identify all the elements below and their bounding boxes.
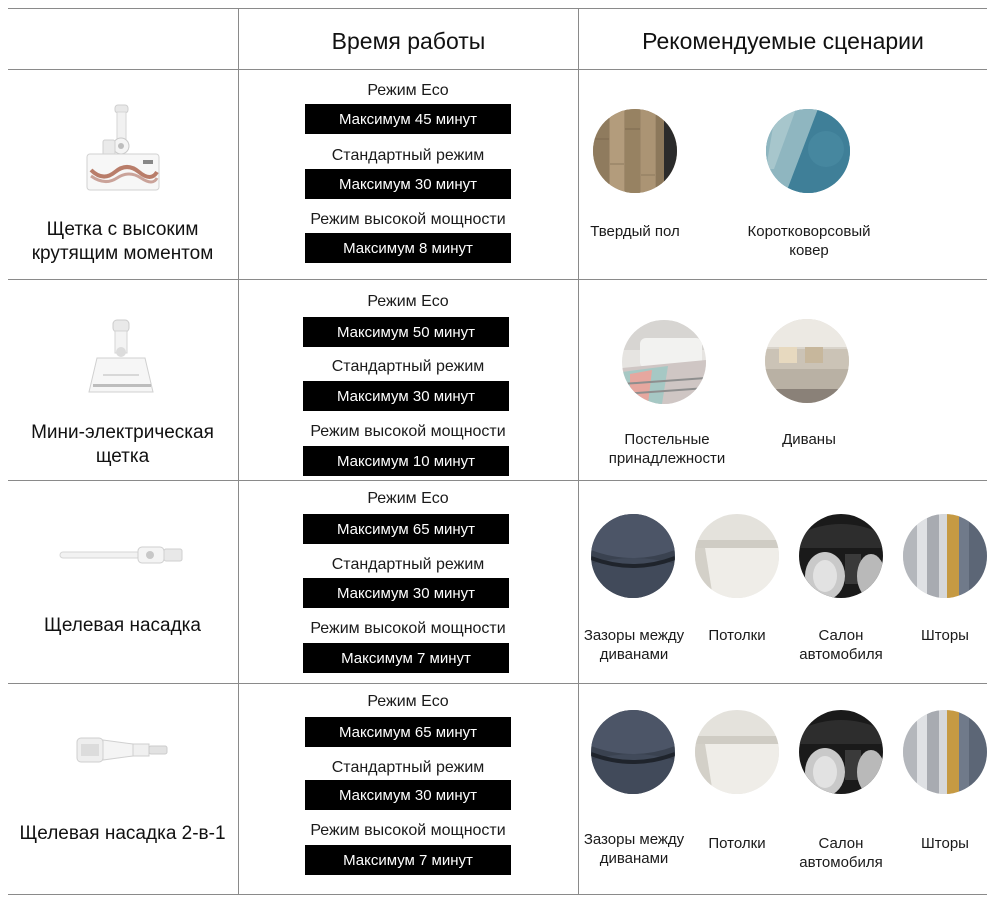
table-row — [8, 684, 987, 894]
scenario-label: Зазоры между диванами — [583, 627, 685, 663]
runtime-eco: Максимум 45 минут — [305, 104, 511, 134]
table-row — [8, 481, 987, 683]
runtime-eco: Максимум 65 минут — [303, 514, 509, 544]
table-row — [8, 70, 987, 279]
scenario-label: Салон автомобиля — [799, 835, 883, 871]
mode-label-high-power: Режим высокой мощности — [310, 822, 506, 839]
runtime-standard: Максимум 30 минут — [305, 780, 511, 810]
table-bottom-border — [8, 894, 987, 895]
scenario-label: Диваны — [782, 431, 836, 448]
scenario-label: Потолки — [708, 835, 766, 852]
ceiling-icon — [695, 514, 779, 598]
sofa-gap-icon — [591, 514, 675, 598]
mode-label-standard: Стандартный режим — [331, 358, 485, 375]
crevice-tool-2in1-icon — [8, 732, 237, 768]
mode-label-high-power: Режим высокой мощности — [310, 211, 506, 228]
ceiling-icon — [695, 710, 779, 794]
sofa-gap-icon — [591, 710, 675, 794]
crevice-tool-icon — [8, 541, 237, 571]
mode-label-high-power: Режим высокой мощности — [310, 620, 506, 637]
mode-label-standard: Стандартный режим — [331, 556, 485, 573]
scenario-label: Шторы — [921, 835, 969, 852]
mini-electric-brush-icon — [8, 318, 237, 400]
mode-label-eco: Режим Eco — [367, 293, 449, 310]
table-top-border — [8, 8, 987, 9]
sofa-icon — [765, 319, 849, 403]
scenario-label: Зазоры между диванами — [583, 831, 685, 867]
scenario-label: Твердый пол — [590, 223, 680, 240]
tool-name: Щелевая насадка — [44, 615, 201, 636]
curtains-icon — [903, 710, 987, 794]
short-pile-carpet-icon — [766, 109, 850, 193]
runtime-high-power: Максимум 7 минут — [305, 845, 511, 875]
tool-name: Щелевая насадка 2-в-1 — [19, 823, 226, 844]
mode-label-eco: Режим Eco — [367, 490, 449, 507]
car-interior-icon — [799, 514, 883, 598]
runtime-standard: Максимум 30 минут — [303, 578, 509, 608]
scenario-label: Постельные принадлежности — [608, 431, 726, 467]
runtime-standard: Максимум 30 минут — [305, 169, 511, 199]
scenario-label: Салон автомобиля — [799, 627, 883, 663]
runtime-standard: Максимум 30 минут — [303, 381, 509, 411]
high-torque-brush-icon — [8, 100, 237, 195]
runtime-eco: Максимум 65 минут — [305, 717, 511, 747]
header-scenarios: Рекомендуемые сценарии — [642, 27, 924, 54]
tool-name: Мини-электрическая щетка — [31, 422, 214, 467]
runtime-high-power: Максимум 7 минут — [303, 643, 509, 673]
header-runtime: Время работы — [331, 27, 486, 54]
scenario-label: Коротковорсовый ковер — [747, 223, 871, 259]
mode-label-standard: Стандартный режим — [331, 759, 485, 776]
scenario-label: Шторы — [921, 627, 969, 644]
mode-label-eco: Режим Eco — [367, 82, 449, 99]
mode-label-high-power: Режим высокой мощности — [310, 423, 506, 440]
table-row — [8, 280, 987, 480]
scenario-label: Потолки — [708, 627, 766, 644]
car-interior-icon — [799, 710, 883, 794]
curtains-icon — [903, 514, 987, 598]
runtime-eco: Максимум 50 минут — [303, 317, 509, 347]
runtime-high-power: Максимум 8 минут — [305, 233, 511, 263]
wood-floor-icon — [593, 109, 677, 193]
mode-label-standard: Стандартный режим — [331, 147, 485, 164]
mode-label-eco: Режим Eco — [367, 693, 449, 710]
runtime-high-power: Максимум 10 минут — [303, 446, 509, 476]
tool-name: Щетка с высоким крутящим моментом — [31, 219, 214, 264]
bedding-icon — [622, 320, 706, 404]
